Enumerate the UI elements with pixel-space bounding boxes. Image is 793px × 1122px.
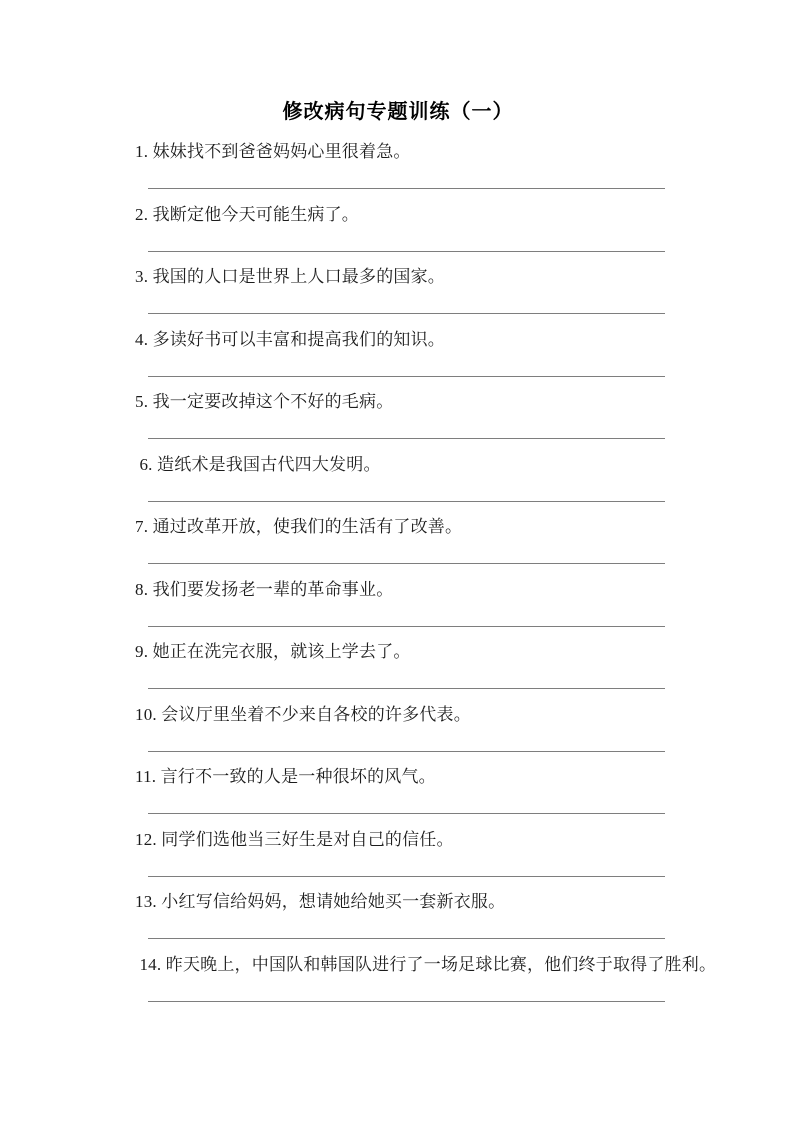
exercise-item [135, 579, 665, 642]
page-title: 修改病句专题训练（一） [282, 101, 514, 123]
sentence-text: 12. 同学们选他当三好生是对自己的信任。 [135, 829, 454, 849]
sentence-text: 4. 多读好书可以丰富和提高我们的知识。 [135, 329, 445, 349]
answer-line [148, 376, 665, 377]
answer-line [148, 688, 665, 689]
sentence-text: 7. 通过改革开放，使我们的生活有了改善。 [135, 517, 463, 536]
answer-line [148, 938, 665, 939]
answer-line [148, 626, 665, 627]
exercise-item [135, 141, 665, 204]
sentence-text: 8. 我们要发扬老一辈的革命事业。 [135, 579, 394, 599]
exercise-item [135, 766, 665, 829]
answer-line [148, 313, 665, 314]
answer-line [148, 188, 665, 189]
sentence-text: 3. 我国的人口是世界上人口最多的国家。 [135, 267, 445, 286]
sentence-text: 2. 我断定他今天可能生病了。 [135, 204, 359, 224]
exercise-item [135, 641, 665, 704]
sentence-text: 9. 她正在洗完衣服，就该上学去了。 [135, 642, 411, 661]
answer-line [148, 876, 665, 877]
exercise-item [135, 391, 665, 454]
exercise-item [135, 954, 717, 1017]
sentence-text: 11. 言行不一致的人是一种很坏的风气。 [135, 767, 436, 786]
answer-line [148, 438, 665, 439]
sentence-text: 14. 昨天晚上，中国队和韩国队进行了一场足球比赛，他们终于取得了胜利。 [135, 954, 717, 974]
exercise-item [135, 266, 665, 329]
answer-line [148, 751, 665, 752]
exercise-item [135, 329, 665, 392]
exercise-item [135, 454, 665, 517]
sentence-text: 1. 妹妹找不到爸爸妈妈心里很着急。 [135, 142, 411, 161]
sentence-text: 5. 我一定要改掉这个不好的毛病。 [135, 392, 394, 411]
exercise-item [135, 204, 665, 267]
answer-line [148, 813, 665, 814]
exercise-list [135, 141, 717, 1016]
exercise-item [135, 516, 665, 579]
sentence-text: 6. 造纸术是我国古代四大发明。 [135, 454, 381, 474]
sentence-text: 10. 会议厅里坐着不少来自各校的许多代表。 [135, 704, 471, 724]
exercise-item [135, 891, 665, 954]
answer-line [148, 563, 665, 564]
exercise-item [135, 829, 665, 892]
exercise-item [135, 704, 665, 767]
sentence-text: 13. 小红写信给妈妈，想请她给她买一套新衣服。 [135, 892, 506, 911]
answer-line [148, 501, 665, 502]
answer-line [148, 251, 665, 252]
answer-line [148, 1001, 665, 1002]
